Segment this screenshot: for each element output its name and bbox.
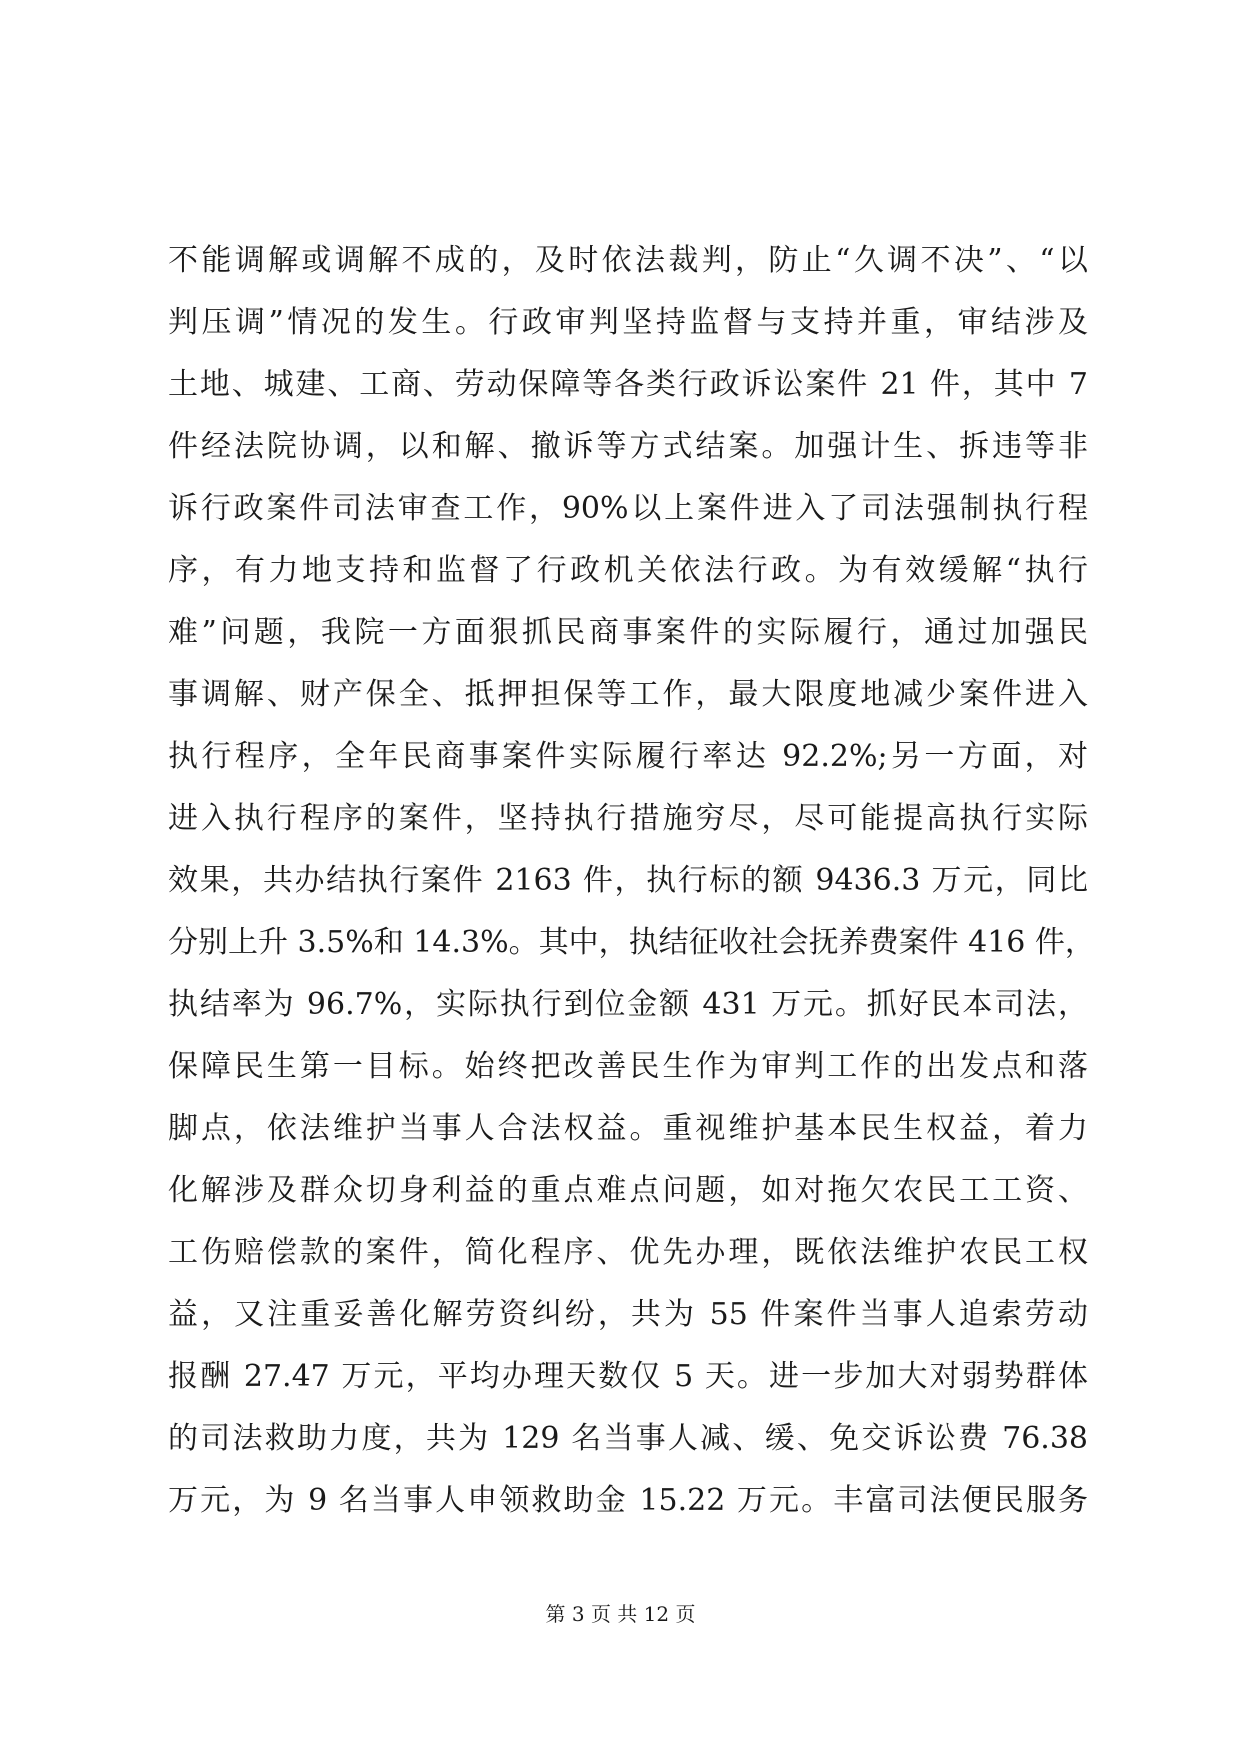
text-line: 土地、城建、工商、劳动保障等各类行政诉讼案件 21 件，其中 7 bbox=[168, 367, 1088, 402]
text-line: 分别上升 3.5%和 14.3%。其中，执结征收社会抚养费案件 416 件， bbox=[168, 925, 1095, 960]
text-line: 事调解、财产保全、抵押担保等工作，最大限度地减少案件进入 bbox=[168, 677, 1088, 712]
text-line: 件经法院协调，以和解、撤诉等方式结案。加强计生、拆违等非 bbox=[168, 429, 1088, 464]
text-line: 不能调解或调解不成的，及时依法裁判，防止“久调不决”、“以 bbox=[168, 243, 1088, 278]
text-line: 执结率为 96.7%，实际执行到位金额 431 万元。抓好民本司法， bbox=[168, 987, 1088, 1022]
text-line: 进入执行程序的案件，坚持执行措施穷尽，尽可能提高执行实际 bbox=[168, 801, 1088, 836]
text-line: 益，又注重妥善化解劳资纠纷，共为 55 件案件当事人追索劳动 bbox=[168, 1297, 1088, 1332]
text-line: 的司法救助力度，共为 129 名当事人减、缓、免交诉讼费 76.38 bbox=[168, 1421, 1088, 1456]
page-footer bbox=[0, 1600, 1241, 1628]
text-line: 化解涉及群众切身利益的重点难点问题，如对拖欠农民工工资、 bbox=[168, 1173, 1088, 1208]
text-line: 难”问题，我院一方面狠抓民商事案件的实际履行，通过加强民 bbox=[168, 615, 1088, 650]
text-line: 判压调”情况的发生。行政审判坚持监督与支持并重，审结涉及 bbox=[168, 305, 1088, 340]
text-line: 效果，共办结执行案件 2163 件，执行标的额 9436.3 万元，同比 bbox=[168, 863, 1088, 898]
text-line: 万元，为 9 名当事人申领救助金 15.22 万元。丰富司法便民服务 bbox=[168, 1483, 1088, 1518]
text-line: 诉行政案件司法审查工作，90%以上案件进入了司法强制执行程 bbox=[168, 491, 1088, 526]
page-number-label: 第 3 页 共 12 页 bbox=[545, 1602, 696, 1626]
text-line: 工伤赔偿款的案件，简化程序、优先办理，既依法维护农民工权 bbox=[168, 1235, 1088, 1270]
body-paragraph bbox=[168, 230, 1095, 1532]
text-line: 执行程序，全年民商事案件实际履行率达 92.2%;另一方面，对 bbox=[168, 739, 1088, 774]
text-line: 脚点，依法维护当事人合法权益。重视维护基本民生权益，着力 bbox=[168, 1111, 1088, 1146]
text-line: 序，有力地支持和监督了行政机关依法行政。为有效缓解“执行 bbox=[168, 553, 1088, 588]
text-line: 保障民生第一目标。始终把改善民生作为审判工作的出发点和落 bbox=[168, 1049, 1088, 1084]
text-line: 报酬 27.47 万元，平均办理天数仅 5 天。进一步加大对弱势群体 bbox=[168, 1359, 1088, 1394]
